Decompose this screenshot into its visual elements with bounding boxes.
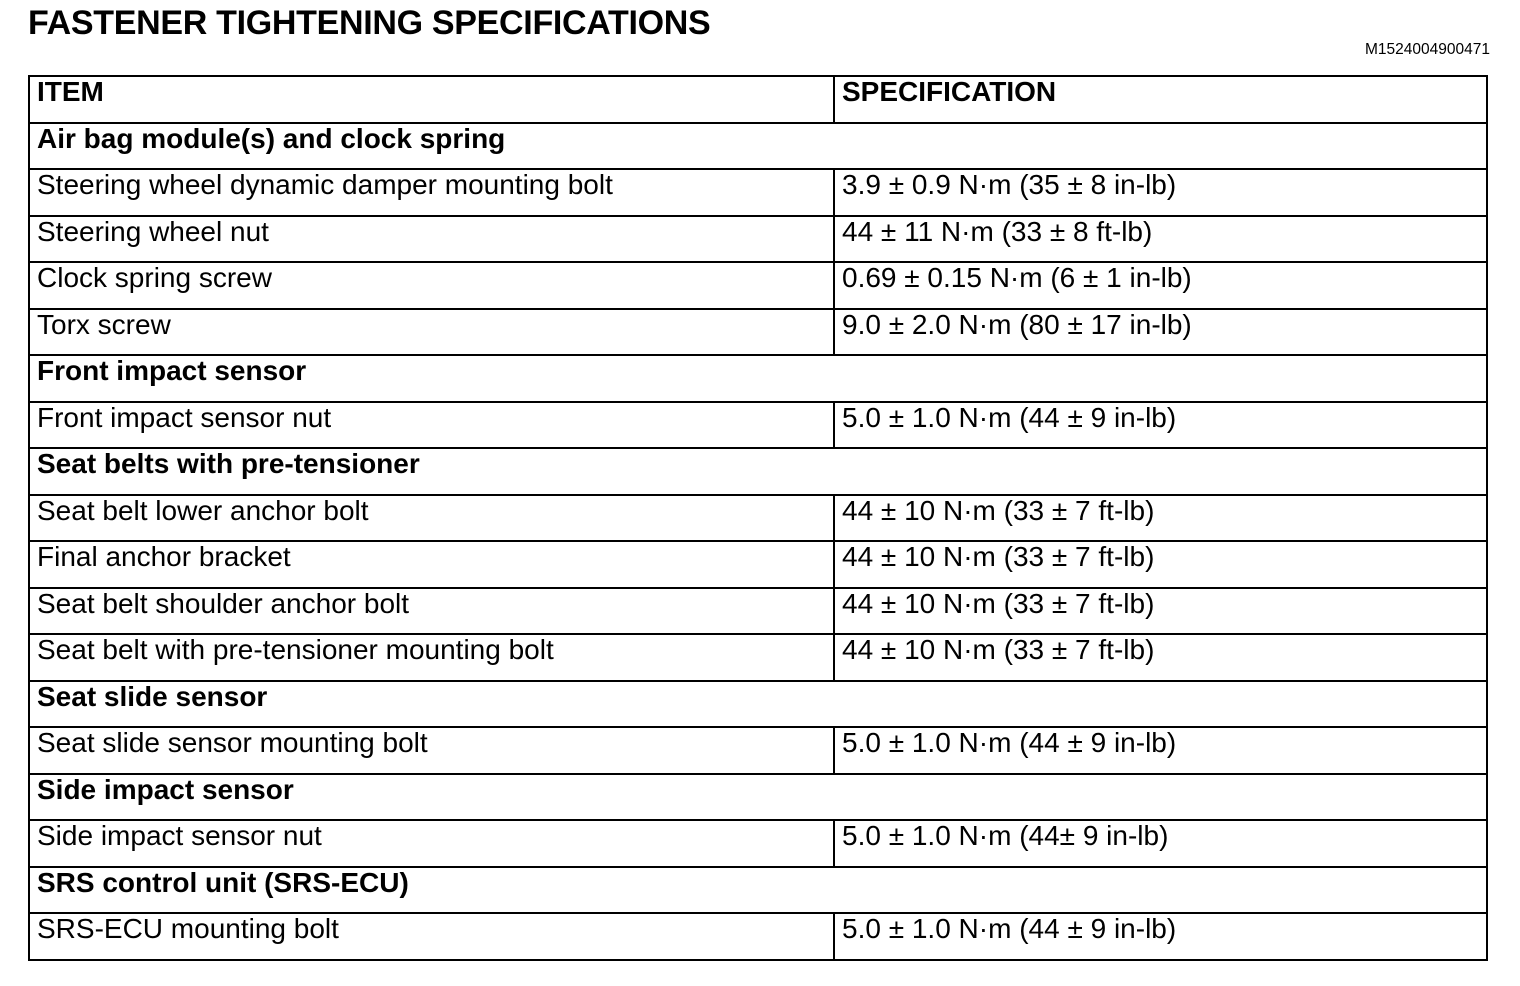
- item-cell: SRS-ECU mounting bolt: [29, 913, 834, 960]
- specification-cell: 44 ± 10 N·m (33 ± 7 ft-lb): [834, 541, 1487, 588]
- table-row: [29, 727, 1487, 774]
- item-cell: Seat belt with pre-tensioner mounting bolt: [29, 634, 834, 681]
- specifications-table-body: [29, 76, 1487, 960]
- specification-cell: 9.0 ± 2.0 N·m (80 ± 17 in-lb): [834, 309, 1487, 356]
- item-cell: Front impact sensor nut: [29, 402, 834, 449]
- group-heading: Seat slide sensor: [29, 681, 1487, 728]
- specification-cell: 5.0 ± 1.0 N·m (44 ± 9 in-lb): [834, 727, 1487, 774]
- reference-code: M1524004900471: [1365, 41, 1490, 58]
- table-row: [29, 262, 1487, 309]
- header-item: ITEM: [29, 76, 834, 123]
- table-row: [29, 634, 1487, 681]
- item-cell: Torx screw: [29, 309, 834, 356]
- group-heading-row: [29, 123, 1487, 170]
- specification-cell: 5.0 ± 1.0 N·m (44 ± 9 in-lb): [834, 402, 1487, 449]
- specifications-table: [28, 75, 1488, 961]
- group-heading: Side impact sensor: [29, 774, 1487, 821]
- table-row: [29, 588, 1487, 635]
- table-row: [29, 309, 1487, 356]
- table-row: [29, 216, 1487, 263]
- group-heading: Seat belts with pre-tensioner: [29, 448, 1487, 495]
- item-cell: Steering wheel nut: [29, 216, 834, 263]
- group-heading-row: [29, 448, 1487, 495]
- table-row: [29, 541, 1487, 588]
- table-row: [29, 169, 1487, 216]
- specification-cell: 44 ± 10 N·m (33 ± 7 ft-lb): [834, 495, 1487, 542]
- group-heading: Front impact sensor: [29, 355, 1487, 402]
- group-heading-row: [29, 774, 1487, 821]
- specification-cell: 5.0 ± 1.0 N·m (44± 9 in-lb): [834, 820, 1487, 867]
- table-header-row: [29, 76, 1487, 123]
- specification-cell: 44 ± 10 N·m (33 ± 7 ft-lb): [834, 634, 1487, 681]
- group-heading: Air bag module(s) and clock spring: [29, 123, 1487, 170]
- group-heading-row: [29, 355, 1487, 402]
- header-specification: SPECIFICATION: [834, 76, 1487, 123]
- item-cell: Steering wheel dynamic damper mounting bolt: [29, 169, 834, 216]
- item-cell: Side impact sensor nut: [29, 820, 834, 867]
- specification-cell: 44 ± 10 N·m (33 ± 7 ft-lb): [834, 588, 1487, 635]
- item-cell: Seat belt lower anchor bolt: [29, 495, 834, 542]
- item-cell: Seat belt shoulder anchor bolt: [29, 588, 834, 635]
- table-row: [29, 495, 1487, 542]
- specification-cell: 5.0 ± 1.0 N·m (44 ± 9 in-lb): [834, 913, 1487, 960]
- group-heading: SRS control unit (SRS-ECU): [29, 867, 1487, 914]
- page-title: FASTENER TIGHTENING SPECIFICATIONS: [28, 4, 711, 42]
- table-row: [29, 913, 1487, 960]
- table-row: [29, 820, 1487, 867]
- item-cell: Clock spring screw: [29, 262, 834, 309]
- group-heading-row: [29, 867, 1487, 914]
- table-row: [29, 402, 1487, 449]
- specification-cell: 44 ± 11 N·m (33 ± 8 ft-lb): [834, 216, 1487, 263]
- item-cell: Seat slide sensor mounting bolt: [29, 727, 834, 774]
- group-heading-row: [29, 681, 1487, 728]
- item-cell: Final anchor bracket: [29, 541, 834, 588]
- specification-cell: 3.9 ± 0.9 N·m (35 ± 8 in-lb): [834, 169, 1487, 216]
- specification-cell: 0.69 ± 0.15 N·m (6 ± 1 in-lb): [834, 262, 1487, 309]
